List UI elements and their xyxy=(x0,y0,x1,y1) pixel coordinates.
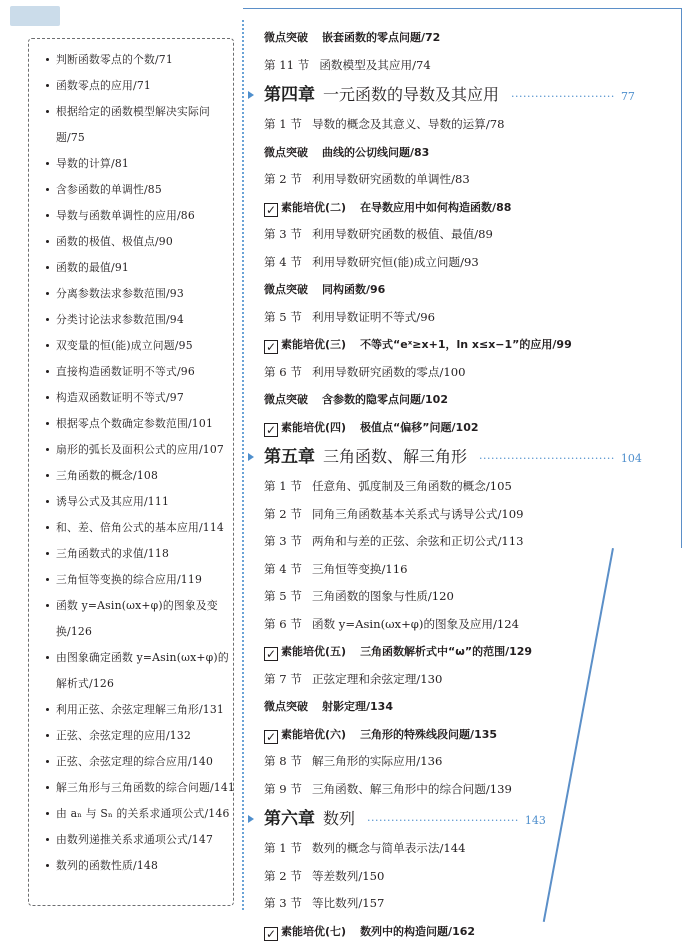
check-icon: ✓ xyxy=(264,423,278,437)
toc-entry[interactable]: 微点突破 同构函数/96 xyxy=(264,276,674,304)
sidebar-item: 正弦、余弦定理的综合应用/140 xyxy=(46,749,230,775)
sidebar-item: 函数的最值/91 xyxy=(46,255,230,281)
bullet-icon xyxy=(46,240,49,243)
bullet-icon xyxy=(46,58,49,61)
bullet-icon xyxy=(46,214,49,217)
bullet-icon xyxy=(46,786,49,789)
sidebar-item: 根据给定的函数模型解决实际问题/75 xyxy=(46,99,230,151)
toc-entry[interactable]: 微点突破 含参数的隐零点问题/102 xyxy=(264,386,674,414)
bullet-icon xyxy=(46,110,49,113)
toc-entry[interactable]: 第 6 节 利用导数研究函数的零点/100 xyxy=(264,359,674,387)
sidebar-item: 直接构造函数证明不等式/96 xyxy=(46,359,230,385)
bullet-icon xyxy=(46,370,49,373)
toc-entry[interactable]: ✓ 素能培优(五) 三角函数解析式中“ω”的范围/129 xyxy=(264,638,674,666)
sidebar-item: 扇形的弧长及面积公式的应用/107 xyxy=(46,437,230,463)
sidebar-item: 分离参数法求参数范围/93 xyxy=(46,281,230,307)
bullet-icon xyxy=(46,422,49,425)
bullet-icon xyxy=(46,838,49,841)
toc-entry[interactable]: 第 3 节 等比数列/157 xyxy=(264,890,674,918)
toc-entry[interactable]: 第 4 节 利用导数研究恒(能)成立问题/93 xyxy=(264,249,674,277)
sidebar-item: 诱导公式及其应用/111 xyxy=(46,489,230,515)
check-icon: ✓ xyxy=(264,730,278,744)
bullet-icon xyxy=(46,474,49,477)
bullet-icon xyxy=(46,448,49,451)
bullet-icon xyxy=(46,656,49,659)
bullet-icon xyxy=(46,526,49,529)
sidebar-item: 函数零点的应用/71 xyxy=(46,73,230,99)
leader-dots: ·································· xyxy=(479,443,615,475)
sidebar-item: 函数的极值、极值点/90 xyxy=(46,229,230,255)
toc-entry[interactable]: ✓ 素能培优(四) 极值点“偏移”问题/102 xyxy=(264,414,674,442)
toc-entry[interactable]: 第 7 节 正弦定理和余弦定理/130 xyxy=(264,666,674,694)
toc-entry[interactable]: ✓ 素能培优(六) 三角形的特殊线段问题/135 xyxy=(264,721,674,749)
chapter-heading[interactable]: 第四章 一元函数的导数及其应用 ·························· 77 xyxy=(264,79,674,111)
sidebar-item: 三角函数的概念/108 xyxy=(46,463,230,489)
bullet-icon xyxy=(46,188,49,191)
chapter-arrow-icon xyxy=(248,453,254,461)
sidebar-item: 判断函数零点的个数/71 xyxy=(46,47,230,73)
bullet-icon xyxy=(46,552,49,555)
bullet-icon xyxy=(46,162,49,165)
bullet-icon xyxy=(46,500,49,503)
toc-entry[interactable]: ✓ 素能培优(二) 在导数应用中如何构造函数/88 xyxy=(264,194,674,222)
bullet-icon xyxy=(46,604,49,607)
bullet-icon xyxy=(46,734,49,737)
sidebar-item: 数列的函数性质/148 xyxy=(46,853,230,879)
sidebar-item: 和、差、倍角公式的基本应用/114 xyxy=(46,515,230,541)
bullet-icon xyxy=(46,84,49,87)
toc-entry[interactable]: ✓ 素能培优(七) 数列中的构造问题/162 xyxy=(264,918,674,945)
sidebar-item: 由 aₙ 与 Sₙ 的关系求通项公式/146 xyxy=(46,801,230,827)
sidebar-item: 正弦、余弦定理的应用/132 xyxy=(46,723,230,749)
toc-entry[interactable]: 微点突破 射影定理/134 xyxy=(264,693,674,721)
bullet-icon xyxy=(46,318,49,321)
check-icon: ✓ xyxy=(264,647,278,661)
sidebar-item: 构造双函数证明不等式/97 xyxy=(46,385,230,411)
sidebar-item: 分类讨论法求参数范围/94 xyxy=(46,307,230,333)
toc-entry[interactable]: ✓ 素能培优(三) 不等式“eˣ≥x+1，ln x≤x−1”的应用/99 xyxy=(264,331,674,359)
sidebar-item: 三角函数式的求值/118 xyxy=(46,541,230,567)
toc-entry[interactable]: 微点突破 嵌套函数的零点问题/72 xyxy=(264,24,674,52)
toc-entry[interactable]: 第 9 节 三角函数、解三角形中的综合问题/139 xyxy=(264,776,674,804)
chapter-heading[interactable]: 第五章 三角函数、解三角形 ·································· 104 xyxy=(264,441,674,473)
toc-entry[interactable]: 第 4 节 三角恒等变换/116 xyxy=(264,556,674,584)
bullet-icon xyxy=(46,864,49,867)
toc-entry[interactable]: 第 8 节 解三角形的实际应用/136 xyxy=(264,748,674,776)
bullet-icon xyxy=(46,344,49,347)
bullet-icon xyxy=(46,708,49,711)
toc-list xyxy=(264,24,674,945)
sidebar-item: 利用正弦、余弦定理解三角形/131 xyxy=(46,697,230,723)
toc-entry[interactable]: 第 1 节 导数的概念及其意义、导数的运算/78 xyxy=(264,111,674,139)
toc-entry[interactable]: 第 5 节 三角函数的图象与性质/120 xyxy=(264,583,674,611)
sidebar-item: 由图象确定函数 y=Asin(ωx+φ)的解析式/126 xyxy=(46,645,230,697)
sidebar-item: 三角恒等变换的综合应用/119 xyxy=(46,567,230,593)
check-icon: ✓ xyxy=(264,927,278,941)
leader-dots: ······································ xyxy=(367,805,519,837)
bullet-icon xyxy=(46,292,49,295)
sidebar-item: 由数列递推关系求通项公式/147 xyxy=(46,827,230,853)
frame-right-border xyxy=(681,8,682,548)
sidebar-item: 导数的计算/81 xyxy=(46,151,230,177)
sidebar-item: 根据零点个数确定参数范围/101 xyxy=(46,411,230,437)
chapter-heading[interactable]: 第六章 数列 ······································ 143 xyxy=(264,803,674,835)
bullet-icon xyxy=(46,760,49,763)
chapter-arrow-icon xyxy=(248,815,254,823)
toc-entry[interactable]: 第 1 节 任意角、弧度制及三角函数的概念/105 xyxy=(264,473,674,501)
corner-badge xyxy=(10,6,60,26)
toc-entry[interactable]: 第 2 节 等差数列/150 xyxy=(264,863,674,891)
frame-top-border xyxy=(243,8,681,9)
toc-entry[interactable]: 第 3 节 利用导数研究函数的极值、最值/89 xyxy=(264,221,674,249)
column-divider xyxy=(242,20,244,910)
sidebar-item: 函数 y=Asin(ωx+φ)的图象及变换/126 xyxy=(46,593,230,645)
sidebar-item: 双变量的恒(能)成立问题/95 xyxy=(46,333,230,359)
bullet-icon xyxy=(46,812,49,815)
bullet-icon xyxy=(46,578,49,581)
toc-entry[interactable]: 第 2 节 利用导数研究函数的单调性/83 xyxy=(264,166,674,194)
toc-entry[interactable]: 第 6 节 函数 y=Asin(ωx+φ)的图象及应用/124 xyxy=(264,611,674,639)
bullet-icon xyxy=(46,396,49,399)
toc-entry[interactable]: 第 1 节 数列的概念与简单表示法/144 xyxy=(264,835,674,863)
chapter-arrow-icon xyxy=(248,91,254,99)
leader-dots: ·························· xyxy=(511,81,615,113)
bullet-icon xyxy=(46,266,49,269)
toc-entry[interactable]: 第 2 节 同角三角函数基本关系式与诱导公式/109 xyxy=(264,501,674,529)
toc-entry[interactable]: 第 5 节 利用导数证明不等式/96 xyxy=(264,304,674,332)
sidebar-item: 解三角形与三角函数的综合问题/141 xyxy=(46,775,230,801)
check-icon: ✓ xyxy=(264,203,278,217)
toc-entry[interactable]: 第 11 节 函数模型及其应用/74 xyxy=(264,52,674,80)
sidebar-item: 含参函数的单调性/85 xyxy=(46,177,230,203)
toc-entry[interactable]: 微点突破 曲线的公切线问题/83 xyxy=(264,139,674,167)
check-icon: ✓ xyxy=(264,340,278,354)
toc-entry[interactable]: 第 3 节 两角和与差的正弦、余弦和正切公式/113 xyxy=(264,528,674,556)
sidebar-list xyxy=(46,47,230,879)
sidebar-item: 导数与函数单调性的应用/86 xyxy=(46,203,230,229)
